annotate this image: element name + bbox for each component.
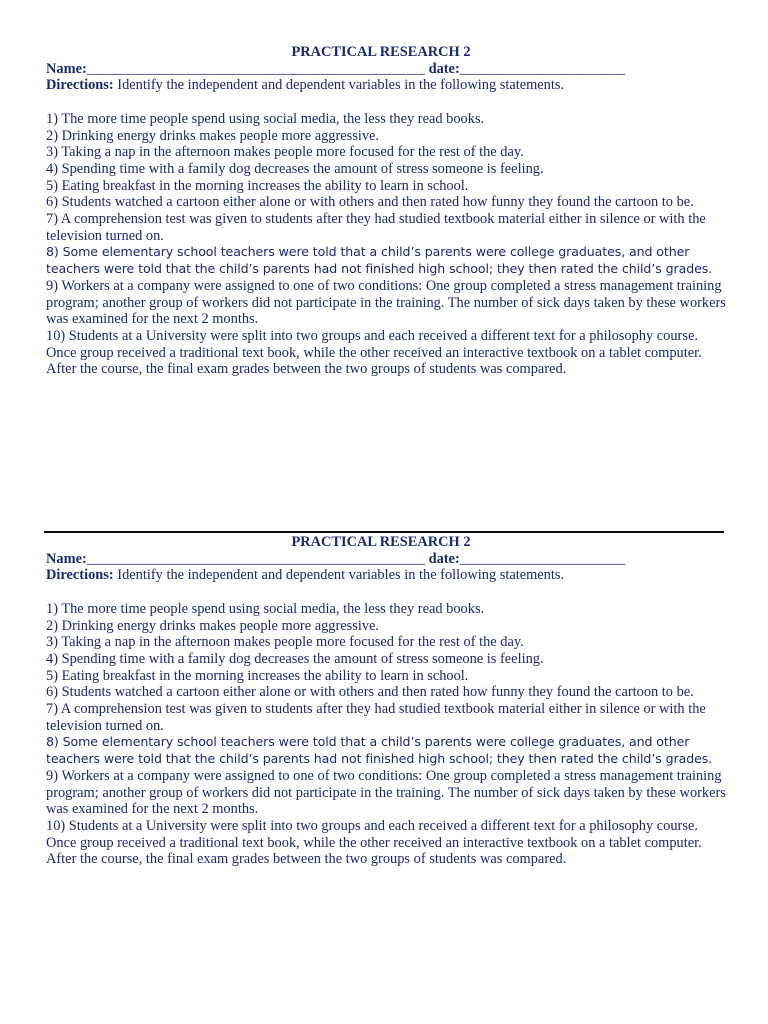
name-date-line: [46, 61, 726, 78]
list-item: 5) Eating breakfast in the morning increases the ability to learn in school.: [46, 667, 469, 684]
worksheet-title: PRACTICAL RESEARCH 2: [291, 534, 471, 550]
list-item: 6) Students watched a cartoon either alone or with others and then rated how funny they found the cartoon to be.: [46, 684, 694, 701]
worksheet-top: [46, 44, 726, 378]
list-item: 1) The more time people spend using social media, the less they read books.: [46, 110, 485, 127]
date-blank: _______________________: [459, 550, 626, 567]
directions: [46, 567, 726, 584]
list-item: 9) Workers at a company were assigned to one of two conditions: One group completed a stress management training program; another group of workers did not participate in the training. The number of sick days taken by these workers was examined for the next 2 months.: [46, 767, 726, 818]
list-item: 4) Spending time with a family dog decreases the amount of stress someone is feeling.: [46, 650, 544, 667]
name-date-line: [46, 551, 726, 568]
date-blank: _______________________: [459, 60, 626, 77]
cut-line-divider: [44, 531, 724, 533]
worksheet-title: PRACTICAL RESEARCH 2: [291, 44, 471, 60]
list-item: 4) Spending time with a family dog decreases the amount of stress someone is feeling.: [46, 160, 544, 177]
list-item: 1) The more time people spend using social media, the less they read books.: [46, 600, 485, 617]
directions-label: Directions:: [46, 567, 114, 584]
name-label: Name:: [46, 550, 87, 567]
list-item: 3) Taking a nap in the afternoon makes people more focused for the rest of the day.: [46, 634, 524, 651]
list-item: 8) Some elementary school teachers were told that a child’s parents were college graduates, and other teachers were told that the child’s parents had not finished high school; they then rated the child’s grades.: [46, 734, 713, 767]
directions-text: Identify the independent and dependent variables in the following statements.: [117, 77, 565, 94]
list-item: 6) Students watched a cartoon either alone or with others and then rated how funny they found the cartoon to be.: [46, 194, 694, 211]
list-item: 5) Eating breakfast in the morning increases the ability to learn in school.: [46, 177, 469, 194]
directions-label: Directions:: [46, 77, 114, 94]
list-item: 7) A comprehension test was given to students after they had studied textbook material either in silence or with the television turned on.: [46, 701, 706, 734]
list-item: 8) Some elementary school teachers were told that a child’s parents were college graduates, and other teachers were told that the child’s parents had not finished high school; they then rated the child’s grades.: [46, 244, 713, 277]
list-item: 9) Workers at a company were assigned to one of two conditions: One group completed a stress management training program; another group of workers did not participate in the training. The number of sick days taken by these workers was examined for the next 2 months.: [46, 277, 726, 328]
worksheet-bottom: [46, 534, 726, 868]
list-item: 3) Taking a nap in the afternoon makes people more focused for the rest of the day.: [46, 144, 524, 161]
list-item: 10) Students at a University were split into two groups and each received a different text for a philosophy course. Once group received a traditional text book, while the other received an interactive textbook on a tablet computer. After the course, the final exam grades between the two groups of students was compared.: [46, 817, 702, 868]
date-label: date:: [428, 60, 460, 77]
name-label: Name:: [46, 60, 87, 77]
directions-text: Identify the independent and dependent variables in the following statements.: [117, 567, 565, 584]
name-blank: _______________________________________________: [86, 60, 425, 77]
list-item: 2) Drinking energy drinks makes people more aggressive.: [46, 127, 380, 144]
list-item: 7) A comprehension test was given to students after they had studied textbook material either in silence or with the television turned on.: [46, 211, 706, 244]
list-item: 10) Students at a University were split into two groups and each received a different text for a philosophy course. Once group received a traditional text book, while the other received an interactive textbook on a tablet computer. After the course, the final exam grades between the two groups of students was compared.: [46, 327, 702, 378]
directions: [46, 77, 726, 94]
name-blank: _______________________________________________: [86, 550, 425, 567]
date-label: date:: [428, 550, 460, 567]
list-item: 2) Drinking energy drinks makes people more aggressive.: [46, 617, 380, 634]
